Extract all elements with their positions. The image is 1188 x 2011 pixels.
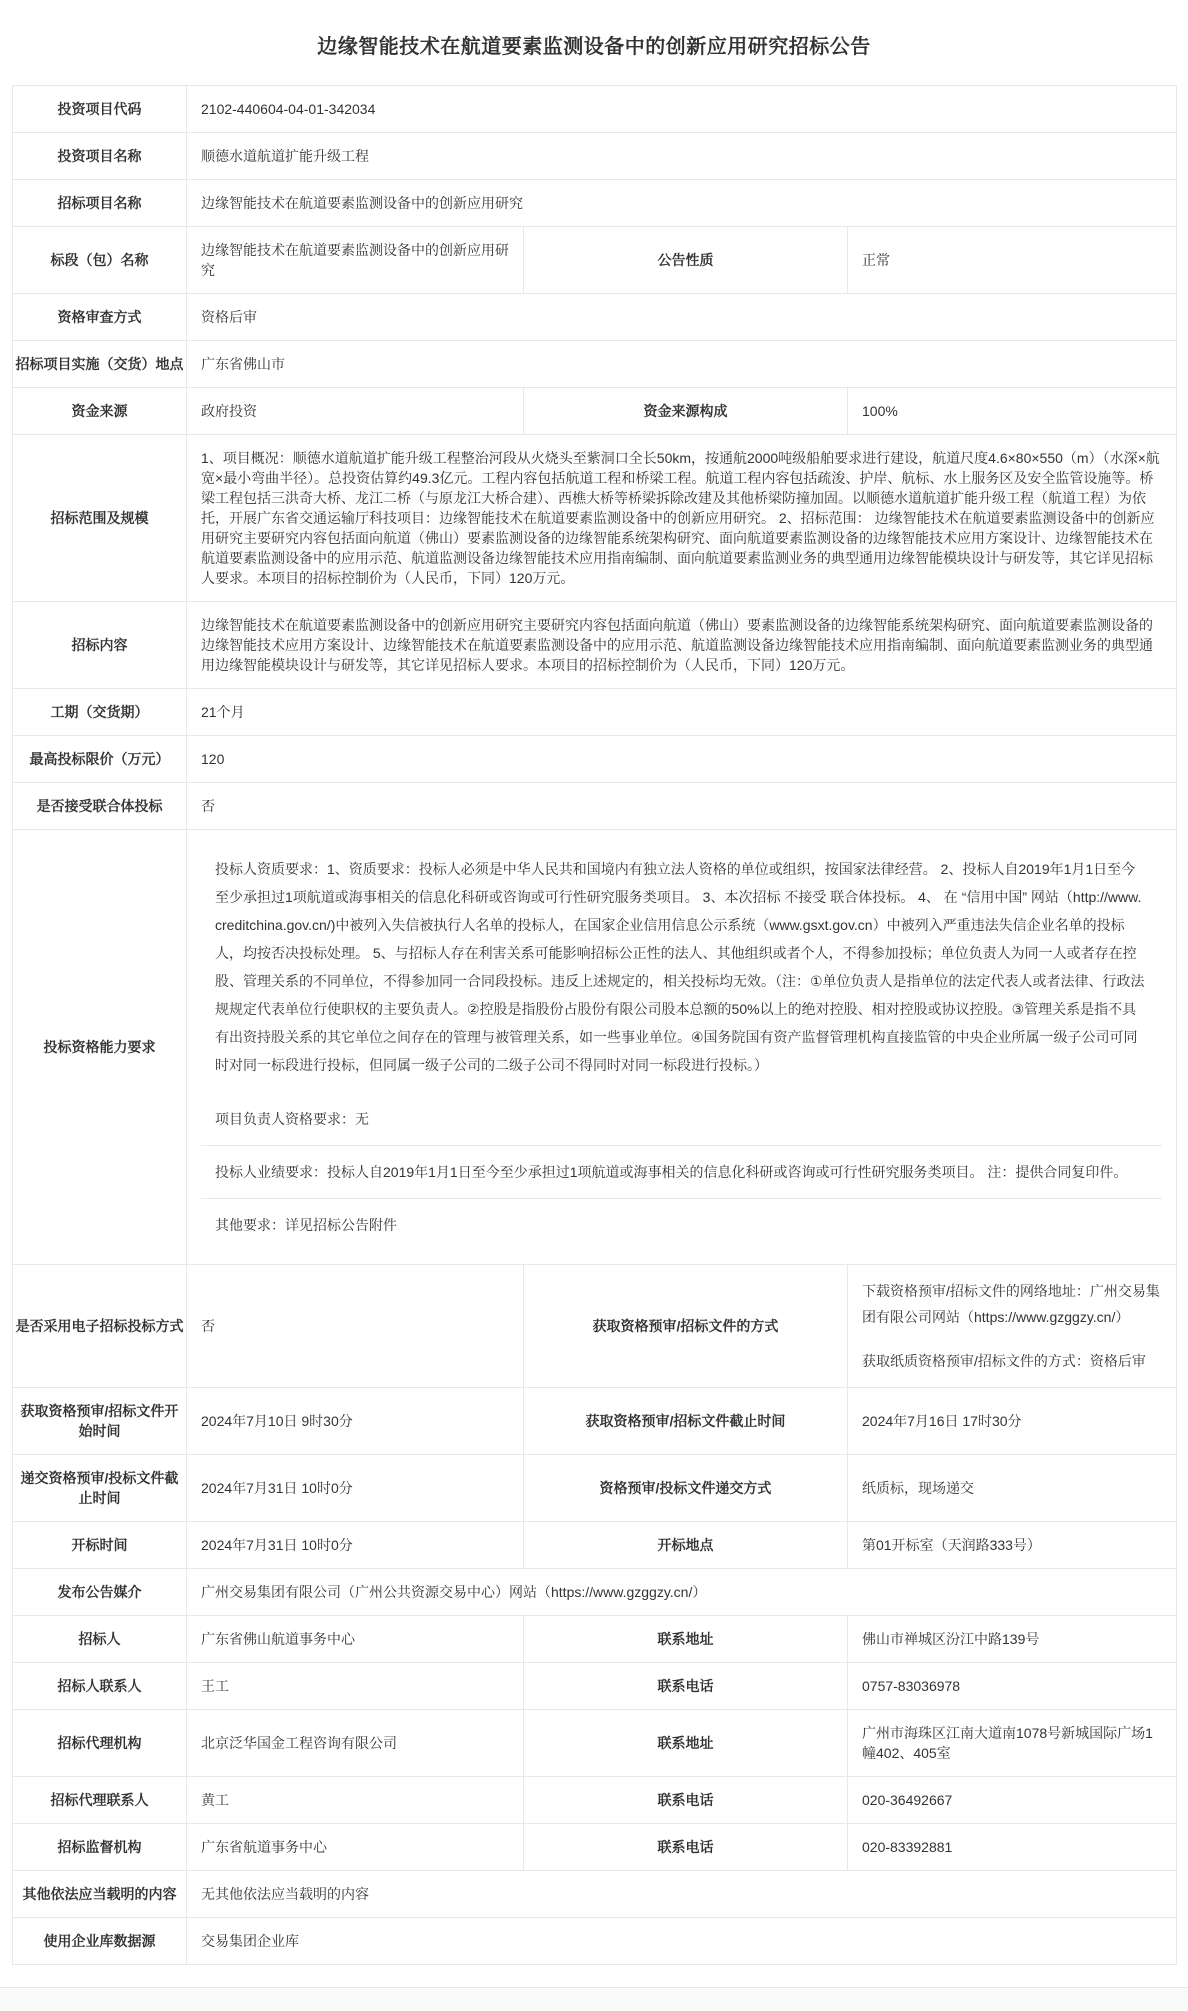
row-value: 020-83392881: [848, 1824, 1177, 1871]
row-value: 广州市海珠区江南大道南1078号新城国际广场1幢402、405室: [848, 1710, 1177, 1777]
row-section-name: [13, 227, 1177, 294]
row-funding-source: [13, 388, 1177, 435]
row-tender-content: [13, 602, 1177, 689]
row-value: 北京泛华国金工程咨询有限公司: [187, 1710, 524, 1777]
row-label: 招标人: [13, 1616, 187, 1663]
row-value: 资格后审: [187, 294, 1177, 341]
row-label: 是否采用电子招标投标方式: [13, 1265, 187, 1388]
row-value: 广东省佛山市: [187, 341, 1177, 388]
row-label: 开标地点: [524, 1522, 848, 1569]
row-value: 1、项目概况：顺德水道航道扩能升级工程整治河段从火烧头至紫洞口全长50km，按通航2000吨级船舶要求进行建设，航道尺度4.6×80×550（m）（水深×航宽×最小弯曲半径）。总投资估算约49.3亿元。工程内容包括航道工程和桥梁工程。航道工程内容包括疏浚、护岸、航标、水上服务区及安全监管设施等。桥梁工程包括三洪奇大桥、龙江二桥（与原龙江大桥合建）、西樵大桥等桥梁拆除改建及其他桥梁防撞加固。以顺德水道航道扩能升级工程（航道工程）为依托，开展广东省交通运输厅科技项目：边缘智能技术在航道要素监测设备中的创新应用研究。 2、招标范围： 边缘智能技术在航道要素监测设备中的创新应用研究主要研究内容包括面向航道（佛山）要素监测设备的边缘智能系统架构研究、面向航道要素监测设备的边缘智能技术应用方案设计、边缘智能技术在航道要素监测设备中的应用示范、航道监测设备边缘智能技术应用指南编制、面向航道要素监测业务的典型通用边缘智能模块设计与研发等，其它详见招标人要求。本项目的招标控制价为（人民币，下同）120万元。: [187, 435, 1177, 602]
row-value: 2024年7月31日 10时0分: [187, 1455, 524, 1522]
row-value: 黄工: [187, 1777, 524, 1824]
row-label: 招标代理联系人: [13, 1777, 187, 1824]
row-label: 联系电话: [524, 1663, 848, 1710]
row-value: 21个月: [187, 689, 1177, 736]
row-value: 广东省佛山航道事务中心: [187, 1616, 524, 1663]
row-tenderer-contact: [13, 1663, 1177, 1710]
row-project-code: [13, 86, 1177, 133]
row-agency-contact: [13, 1777, 1177, 1824]
row-label: 投标资格能力要求: [13, 830, 187, 1265]
row-agency: [13, 1710, 1177, 1777]
row-label: 资金来源构成: [524, 388, 848, 435]
row-label: 招标内容: [13, 602, 187, 689]
row-value: 广东省航道事务中心: [187, 1824, 524, 1871]
row-label: 开标时间: [13, 1522, 187, 1569]
row-value: 纸质标，现场递交: [848, 1455, 1177, 1522]
row-label: 获取资格预审/招标文件开始时间: [13, 1388, 187, 1455]
row-label: 投资项目代码: [13, 86, 187, 133]
row-consortium-bidding: [13, 783, 1177, 830]
row-value: 边缘智能技术在航道要素监测设备中的创新应用研究: [187, 227, 524, 294]
row-value: 第01开标室（天润路333号）: [848, 1522, 1177, 1569]
row-label: 其他依法应当载明的内容: [13, 1871, 187, 1918]
row-tender-project-name: [13, 180, 1177, 227]
row-value: 2024年7月31日 10时0分: [187, 1522, 524, 1569]
row-tender-scope: [13, 435, 1177, 602]
row-value: [848, 1265, 1177, 1388]
row-label: 联系地址: [524, 1710, 848, 1777]
row-value: 2024年7月16日 17时30分: [848, 1388, 1177, 1455]
row-value: [187, 830, 1177, 1265]
row-label: 招标代理机构: [13, 1710, 187, 1777]
row-submission-deadline: [13, 1455, 1177, 1522]
row-value: 否: [187, 1265, 524, 1388]
project-leader-requirement: 项目负责人资格要求：无: [215, 1111, 369, 1127]
announcement-table: [12, 85, 1177, 1965]
row-value: 无其他依法应当载明的内容: [187, 1871, 1177, 1918]
row-label: 招标范围及规模: [13, 435, 187, 602]
row-label: 投资项目名称: [13, 133, 187, 180]
row-enterprise-db-source: [13, 1918, 1177, 1965]
row-value: 100%: [848, 388, 1177, 435]
row-delivery-location: [13, 341, 1177, 388]
row-tenderer: [13, 1616, 1177, 1663]
bidder-qualification-text: 投标人资质要求：1、资质要求：投标人必须是中华人民共和国境内有独立法人资格的单位或组织，按国家法律经营。 2、投标人自2019年1月1日至今至少承担过1项航道或海事相关的信息化科研或咨询或可行性研究服务类项目。 3、本次招标 不接受 联合体投标。 4、 在 “信用中国” 网站（http://www.creditchina.gov.cn/)中被列入失信被执行人名单的投标人，在国家企业信用信息公示系统（www.gsxt.gov.cn）中被列入严重违法失信企业名单的投标人，均按否决投标处理。 5、与招标人存在利害关系可能影响招标公正性的法人、其他组织或者个人，不得参加投标；单位负责人为同一人或者存在控股、管理关系的不同单位，不得参加同一合同段投标。违反上述规定的，相关投标均无效。（注：①单位负责人是指单位的法定代表人或者法律、行政法规规定代表单位行使职权的主要负责人。②控股是指股份占股份有限公司股本总额的50%以上的绝对控股、相对控股或协议控股。③管理关系是指不具有出资持股关系的其它单位之间存在的管理与被管理关系，如一些事业单位。④国务院国有资产监督管理机构直接监管的中央企业所属一级子公司可同时对同一标段进行投标，但同属一级子公司的二级子公司不得同时对同一标段进行投标。）: [215, 861, 1145, 1073]
row-value: 2102-440604-04-01-342034: [187, 86, 1177, 133]
row-label: 获取资格预审/招标文件的方式: [524, 1265, 848, 1388]
row-other-legal-content: [13, 1871, 1177, 1918]
other-requirements: 其他要求：详见招标公告附件: [201, 1198, 1162, 1251]
row-label: 是否接受联合体投标: [13, 783, 187, 830]
row-qualification-review-method: [13, 294, 1177, 341]
row-label: 招标人联系人: [13, 1663, 187, 1710]
paper-document-method: 获取纸质资格预审/招标文件的方式：资格后审: [862, 1353, 1146, 1369]
row-value: 政府投资: [187, 388, 524, 435]
row-announcement-media: [13, 1569, 1177, 1616]
row-value: 120: [187, 736, 1177, 783]
row-label: 联系电话: [524, 1777, 848, 1824]
row-bid-opening: [13, 1522, 1177, 1569]
row-e-bidding: [13, 1265, 1177, 1388]
bidder-qualification-block: [201, 843, 1162, 1145]
row-label: 公告性质: [524, 227, 848, 294]
page-title: 边缘智能技术在航道要素监测设备中的创新应用研究招标公告: [317, 36, 871, 58]
row-label: 最高投标限价（万元）: [13, 736, 187, 783]
row-duration: [13, 689, 1177, 736]
row-qualification-requirements: [13, 830, 1177, 1265]
row-label: 标段（包）名称: [13, 227, 187, 294]
row-value: 边缘智能技术在航道要素监测设备中的创新应用研究: [187, 180, 1177, 227]
row-label: 招标监督机构: [13, 1824, 187, 1871]
row-label: 资金来源: [13, 388, 187, 435]
row-label: 招标项目名称: [13, 180, 187, 227]
row-value: 王工: [187, 1663, 524, 1710]
row-value: 交易集团企业库: [187, 1918, 1177, 1965]
row-label: 获取资格预审/招标文件截止时间: [524, 1388, 848, 1455]
row-value: 0757-83036978: [848, 1663, 1177, 1710]
row-value: 边缘智能技术在航道要素监测设备中的创新应用研究主要研究内容包括面向航道（佛山）要素监测设备的边缘智能系统架构研究、面向航道要素监测设备的边缘智能技术应用方案设计、边缘智能技术在航道要素监测设备中的应用示范、航道监测设备边缘智能技术应用指南编制、面向航道要素监测业务的典型通用边缘智能模块设计与研发等，其它详见招标人要求。本项目的招标控制价为（人民币，下同）120万元。: [187, 602, 1177, 689]
announcement-table-container: [12, 85, 1176, 1965]
row-label: 联系地址: [524, 1616, 848, 1663]
row-label: 资格审查方式: [13, 294, 187, 341]
row-label: 联系电话: [524, 1824, 848, 1871]
row-value: 正常: [848, 227, 1177, 294]
row-supervision-agency: [13, 1824, 1177, 1871]
row-label: 递交资格预审/投标文件截止时间: [13, 1455, 187, 1522]
row-label: 资格预审/投标文件递交方式: [524, 1455, 848, 1522]
row-value: 顺德水道航道扩能升级工程: [187, 133, 1177, 180]
row-label: 招标项目实施（交货）地点: [13, 341, 187, 388]
row-max-bid-price: [13, 736, 1177, 783]
row-label: 发布公告媒介: [13, 1569, 187, 1616]
bidder-performance-requirement: 投标人业绩要求：投标人自2019年1月1日至今至少承担过1项航道或海事相关的信息化科研或咨询或可行性研究服务类项目。 注：提供合同复印件。: [201, 1145, 1162, 1198]
page-footer-bar: [0, 1987, 1188, 2011]
row-value: 否: [187, 783, 1177, 830]
row-value: 2024年7月10日 9时30分: [187, 1388, 524, 1455]
row-doc-start-time: [13, 1388, 1177, 1455]
row-value: 佛山市禅城区汾江中路139号: [848, 1616, 1177, 1663]
document-download-address: 下载资格预审/招标文件的网络地址：广州交易集团有限公司网站（https://www.gzggzy.cn/）: [862, 1283, 1160, 1325]
row-label: 工期（交货期）: [13, 689, 187, 736]
row-value: 020-36492667: [848, 1777, 1177, 1824]
row-value: 广州交易集团有限公司（广州公共资源交易中心）网站（https://www.gzggzy.cn/）: [187, 1569, 1177, 1616]
row-project-name: [13, 133, 1177, 180]
row-label: 使用企业库数据源: [13, 1918, 187, 1965]
